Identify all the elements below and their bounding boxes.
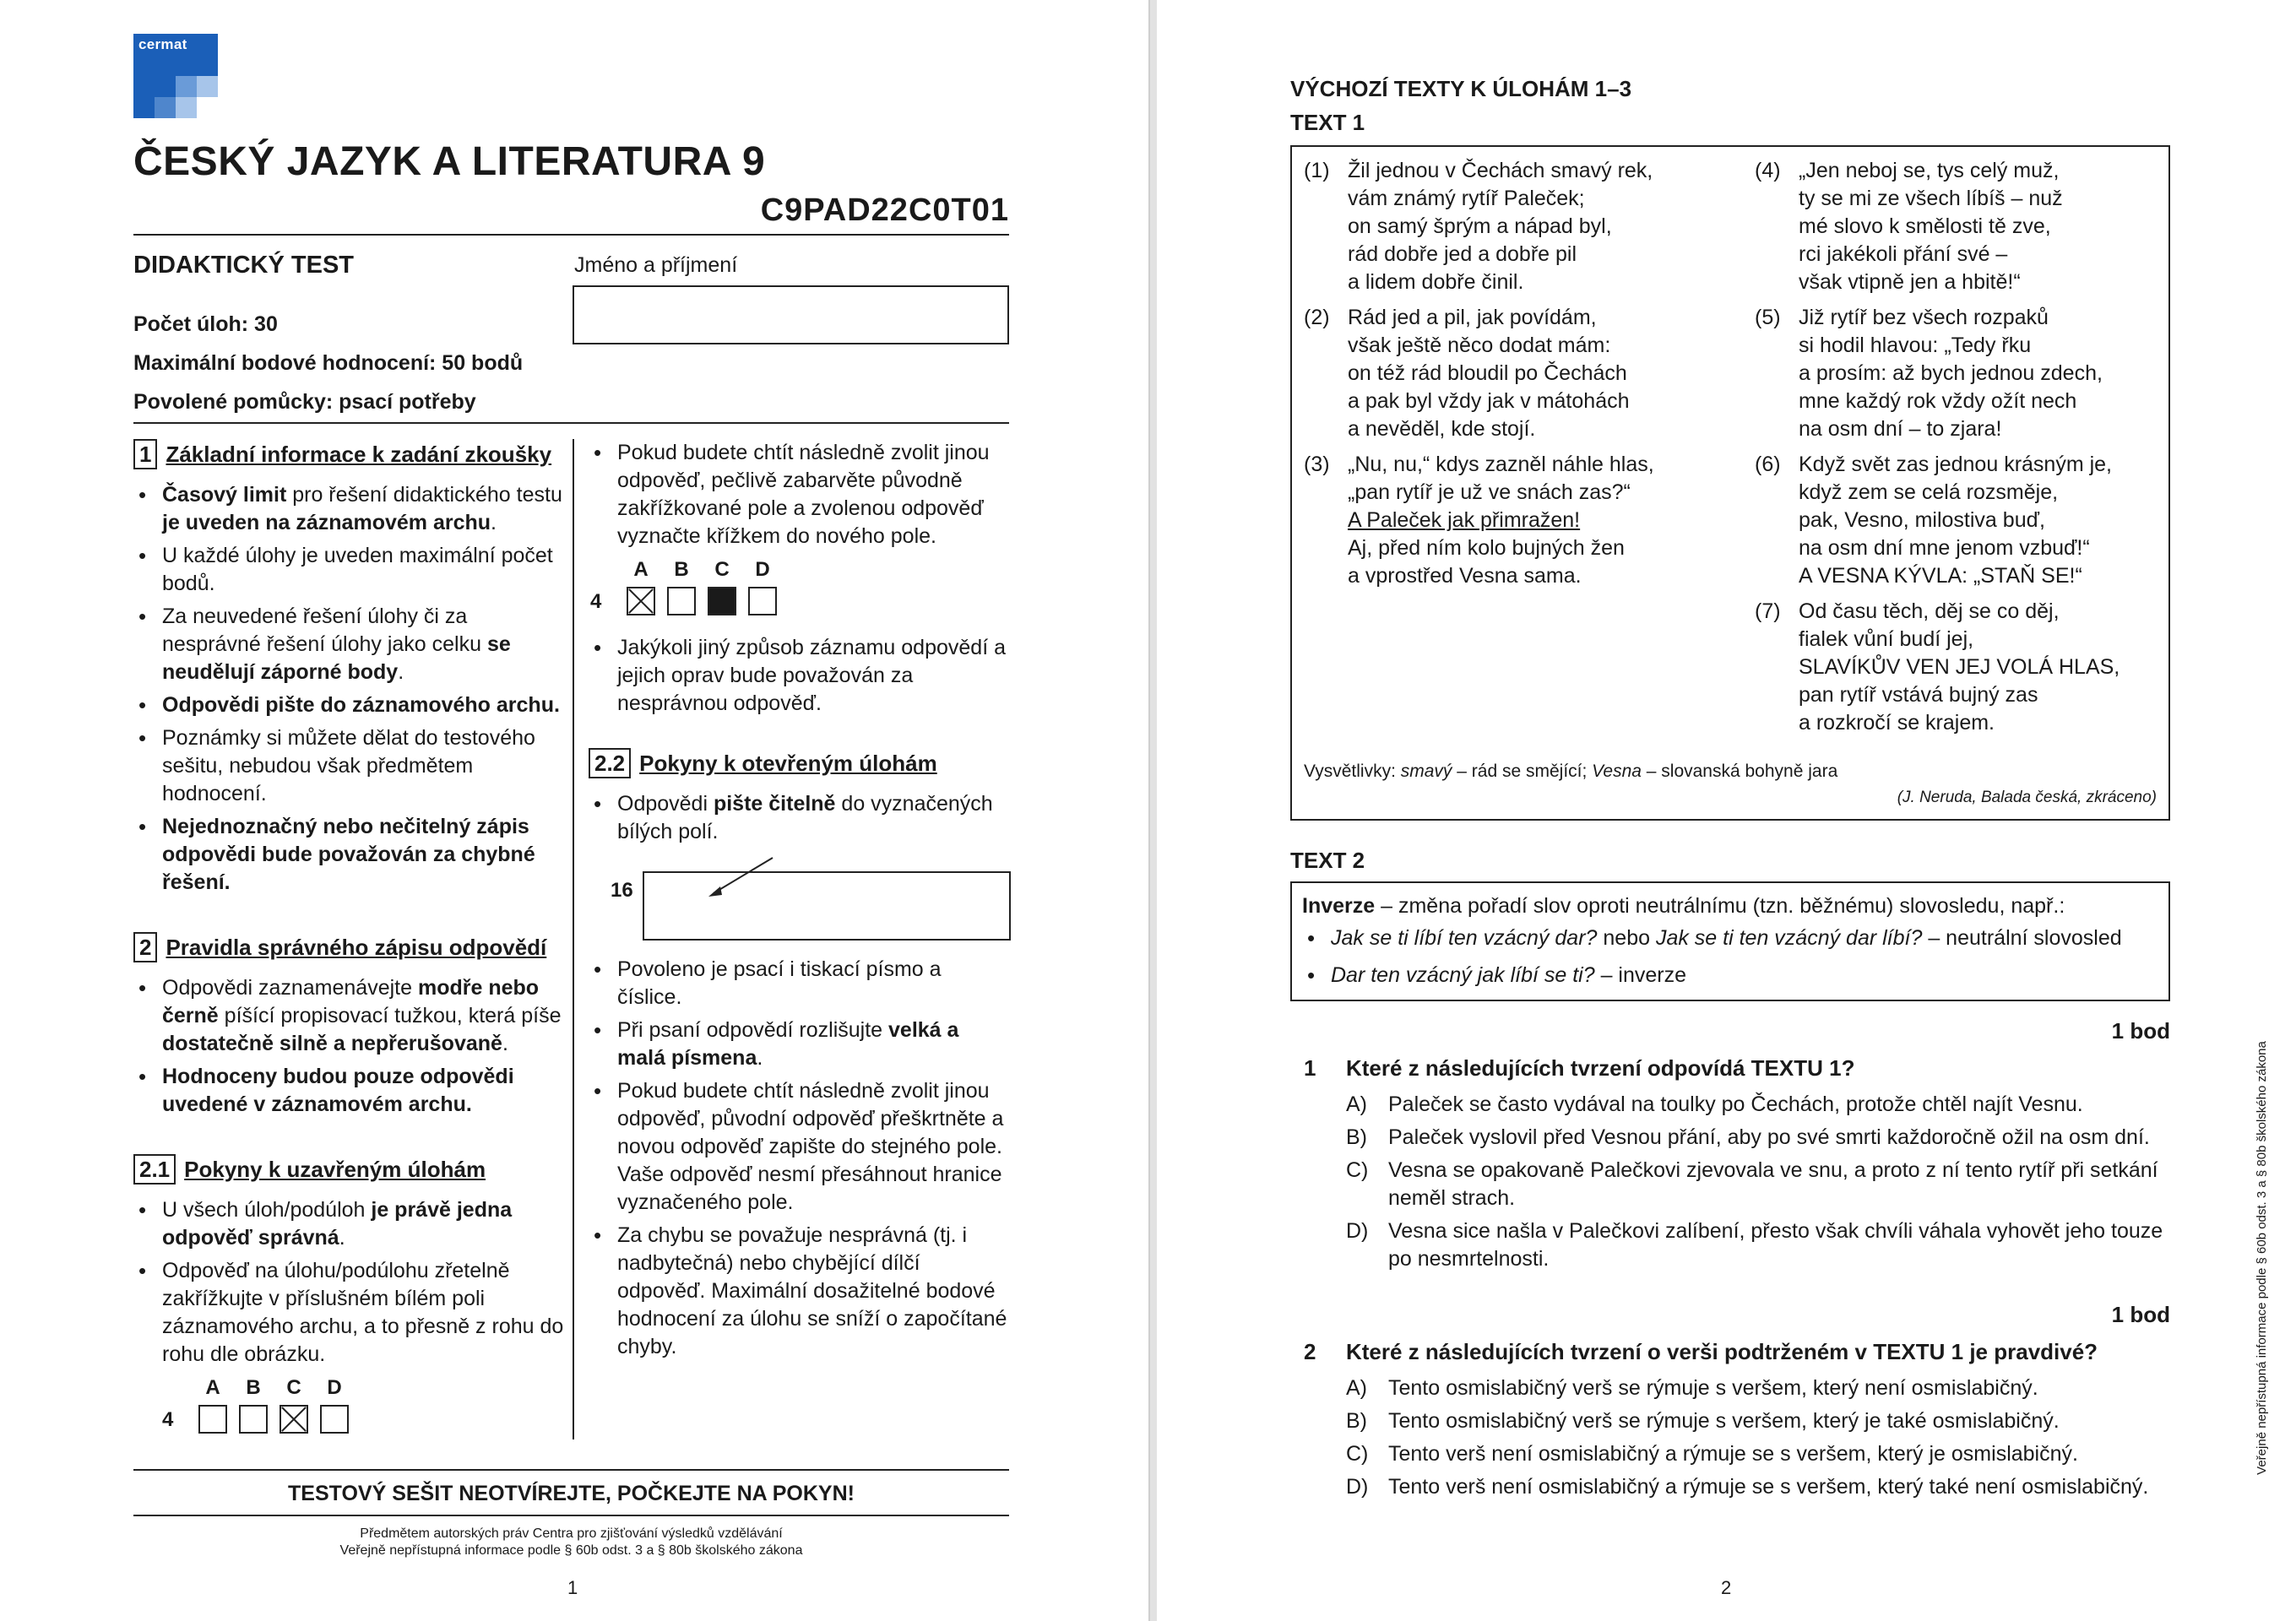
list-item: • Odpovědi pište čitelně do vyznačených bílých polí. [589,790,1011,846]
list-item: • Dar ten vzácný jak líbí se ti? – inverze [1302,959,2158,991]
checkbox-b [667,587,696,615]
stanza-2: (2) Rád jed a pil, jak povídám, však ještě něco dodat mám: on též rád bloudil po Čechách a pak byl vždy jak v mátohách a nevěděl, kde stojí. [1304,306,1630,441]
stanza-7: (7) Od času těch, děj se co děj, fialek vůní budí jej, SLAVÍKŮV VEN JEJ VOLÁ HLAS, pan rytíř vstává bujný zas a rozkročí se krajem. [1755,599,2120,735]
section-2-2-heading [589,748,1011,778]
checkbox-a [198,1405,227,1434]
letter-a: A [205,1376,220,1399]
page-number: 1 [567,1577,578,1598]
question-1-title: 1 Které z následujících tvrzení odpovídá TEXTU 1? [1304,1055,1855,1081]
footer-warning: TESTOVÝ SEŠIT NEOTVÍREJTE, POČKEJTE NA POKYN! [133,1469,1009,1516]
option-b[interactable]: B) Tento osmislabičný verš se rýmuje s veršem, který je také osmislabičný. [1346,1409,2060,1433]
section-number: 2 [133,932,157,962]
option-d[interactable]: D) Tento verš není osmislabičný a rýmuje se s veršem, který také není osmislabičný. [1346,1475,2149,1499]
letter-a: A [633,558,649,581]
name-label: Jméno a příjmení [574,253,738,277]
list-item: • Časový limit pro řešení didaktického testu je uveden na záznamovém archu. [133,481,564,537]
option-a[interactable]: A) Paleček se často vydával na toulky po Čechách, protože chtěl najít Vesnu. [1346,1092,2083,1116]
stanza-5: (5) Již rytíř bez všech rozpaků si hodil hlavou: „Tedy řku a prosím: až bych jednou zdech, mne každý rok vždy ožít nech na osm dní – to zjara! [1755,306,2103,441]
page-number: 2 [1721,1577,1732,1598]
section-2-1-list [133,1196,564,1369]
instructions-left-column [133,439,564,1442]
list-item: • Jak se ti líbí ten vzácný dar? nebo Jak se ti ten vzácný dar líbí? – neutrální slovosled [1302,922,2158,954]
checkbox-d [748,587,777,615]
stanza-3: (3) „Nu, nu,“ kdys zazněl náhle hlas, „pan rytíř je už ve snách zas?“ A Paleček jak přimražen! Aj, před ním kolo bujných žen a vprostřed Vesna sama. [1304,453,1654,588]
text-2-label: TEXT 2 [1290,848,1365,873]
example-question-number: 16 [611,879,633,902]
letter-b: B [674,558,689,581]
list-item: • Pokud budete chtít následně zvolit jinou odpověď, pečlivě zabarvěte původně zakřížkované pole a zvolenou odpověď vyznačte křížkem do nového pole. [589,439,1011,550]
test-code: C9PAD22C0T01 [760,192,1009,228]
list-item: • Poznámky si můžete dělat do testového sešitu, nebudou však předmětem hodnocení. [133,724,564,808]
letter-b: B [246,1376,261,1399]
letter-d: D [755,558,770,581]
question-1-options [1346,1091,2174,1278]
open-answer-example [589,859,1011,937]
option-c[interactable]: C) Vesna se opakovaně Palečkovi zjevovala ve snu, a proto z ní tento rytíř při setkání neměl strach. [1346,1158,2158,1210]
text-1-label: TEXT 1 [1290,110,1365,135]
list-item: • Pokud budete chtít následně zvolit jinou odpověď, původní odpověď přeškrtněte a novou odpověď zapište do stejného pole. Vaše odpověď nesmí přesáhnout hranice vyznačeného pole. [589,1077,1011,1217]
section-heading: VÝCHOZÍ TEXTY K ÚLOHÁM 1–3 [1290,76,1632,101]
section-title: Základní informace k zadání zkoušky [166,441,552,467]
list-item: • Za neuvedené řešení úlohy či za nesprávné řešení úlohy jako celku se neudělují záporné body. [133,603,564,686]
list-item: • Povoleno je psací i tiskací písmo a číslice. [589,956,1011,1011]
checkbox-c-crossed [280,1405,308,1434]
checkbox-c-filled [708,587,736,615]
checkbox-d [320,1405,349,1434]
list-item: • Nejednoznačný nebo nečitelný zápis odpovědi bude považován za chybné řešení. [133,813,564,897]
arrow-icon [698,854,783,905]
stanza-1: (1) Žil jednou v Čechách smavý rek, vám známý rytíř Paleček; on samý šprým a nápad byl, rád dobře jed a dobře pil a lidem dobře činil. [1304,159,1653,294]
inversion-definition-box: Inverze – změna pořadí slov oproti neutrálnímu (tzn. běžnému) slovosledu, např.: • Jak se ti líbí ten vzácný dar? nebo Jak se ti ten vzácný dar líbí? – neutrální slovosled • Dar ten vzácný jak líbí se ti? – inverze [1290,881,2170,1001]
letter-c: C [286,1376,301,1399]
list-item: • U všech úloh/podúloh je právě jedna odpověď správná. [133,1196,564,1252]
section-2-1-heading [133,1154,564,1185]
stanza-4: (4) „Jen neboj se, tys celý muž, ty se mi ze všech líbíš – nuž mé slovo k smělosti tě zve, rci jakékoli přání své – však vtipně jen a hbitě!“ [1755,159,2063,294]
poem-box [1290,145,2170,821]
section-2-list [133,974,564,1119]
list-item: • Odpovědi zaznamenávejte modře nebo černě píšící propisovací tužkou, která píše dostatečně silně a nepřerušovaně. [133,974,564,1058]
test-title: ČESKÝ JAZYK A LITERATURA 9 [133,139,766,184]
max-points: Maximální bodové hodnocení: 50 bodů [133,351,524,375]
section-1-heading [133,439,564,469]
option-d[interactable]: D) Vesna sice našla v Palečkovi zalíbení, přesto však chvíli váhala vyhovět jeho touze po nesmrtelnosti. [1346,1219,2163,1271]
glossary-note: Vysvětlivky: smavý – rád se smějící; Vesna – slovanská bohyně jara [1304,762,1838,781]
page-gutter [1148,0,1157,1621]
question-2-title: 2 Které z následujících tvrzení o verši podtrženém v TEXTU 1 je pravdivé? [1304,1339,2098,1364]
section-title: Pravidla správného zápisu odpovědí [166,934,547,960]
instructions-right-column [589,439,1011,1366]
section-title: Pokyny k otevřeným úlohám [639,750,937,776]
letter-c: C [714,558,730,581]
test-type: DIDAKTICKÝ TEST [133,252,354,279]
underlined-verse: A Paleček jak přimražen! [1348,508,1581,532]
question-2-options [1346,1374,2174,1506]
section-title: Pokyny k uzavřeným úlohám [184,1156,486,1182]
section-2-heading [133,932,564,962]
allowed-aids: Povolené pomůcky: psací potřeby [133,390,476,414]
task-count: Počet úloh: 30 [133,312,278,336]
column-divider [573,439,574,1439]
list-item: • Za chybu se považuje nesprávná (tj. i nadbytečná) nebo chybějící dílčí odpověď. Maximální dosažitelné bodové hodnocení za úlohu se sníží o započítané chyby. [589,1222,1011,1361]
option-c[interactable]: C) Tento verš není osmislabičný a rýmuje se s veršem, který je osmislabičný. [1346,1442,2078,1466]
poem-source: (J. Neruda, Balada česká, zkráceno) [1897,789,2157,806]
checkbox-b [239,1405,268,1434]
checkbox-a-crossed [627,587,655,615]
list-item: • Hodnoceny budou pouze odpovědi uvedené v záznamovém archu. [133,1063,564,1119]
copyright-note: Předmětem autorských práv Centra pro zjišťování výsledků vzdělávání [360,1526,783,1541]
name-field[interactable] [573,285,1009,344]
cermat-logo [133,34,218,118]
section-number: 1 [133,439,157,469]
example-question-number: 4 [162,1407,174,1431]
option-b[interactable]: B) Paleček vyslovil před Vesnou přání, aby po své smrti každoročně ožil na osm dní. [1346,1125,2150,1149]
vertical-legal-note: Veřejně nepřístupná informace podle § 60b odst. 3 a § 80b školského zákona [2255,1041,2269,1475]
example-question-number: 4 [590,589,602,613]
list-item: • U každé úlohy je uveden maximální počet bodů. [133,542,564,598]
list-item: • Jakýkoli jiný způsob záznamu odpovědí a jejich oprav bude považován za nesprávnou odpověď. [589,634,1011,718]
section-1-list [133,481,564,897]
page-2 [1157,0,2296,1621]
option-a[interactable]: A) Tento osmislabičný verš se rýmuje s veršem, který není osmislabičný. [1346,1376,2038,1400]
letter-d: D [327,1376,342,1399]
list-item: • Při psaní odpovědí rozlišujte velká a malá písmena. [589,1017,1011,1072]
section-number: 2.1 [133,1154,176,1185]
list-item: • Odpovědi pište do záznamového archu. [133,691,564,719]
divider [133,234,1009,236]
list-item: • Odpověď na úlohu/podúlohu zřetelně zakřížkujte v příslušném bílém poli záznamového archu, a to přesně z rohu do rohu dle obrázku. [133,1257,564,1369]
legal-note: Veřejně nepřístupná informace podle § 60b odst. 3 a § 80b školského zákona [339,1543,803,1558]
answer-example-correction [590,556,1011,615]
divider [133,422,1009,424]
answer-example-cross [162,1374,564,1434]
stanza-6: (6) Když svět zas jednou krásným je, když zem se celá rozsměje, pak, Vesno, milostiva buď, na osm dní mne jenom vzbuď!“ A VESNA KÝVLA: „STAŇ SE!“ [1755,453,2112,588]
question-1-points: 1 bod [2111,1018,2170,1044]
question-2-points: 1 bod [2111,1302,2170,1327]
section-number: 2.2 [589,748,631,778]
logo-text: cermat [138,36,187,52]
